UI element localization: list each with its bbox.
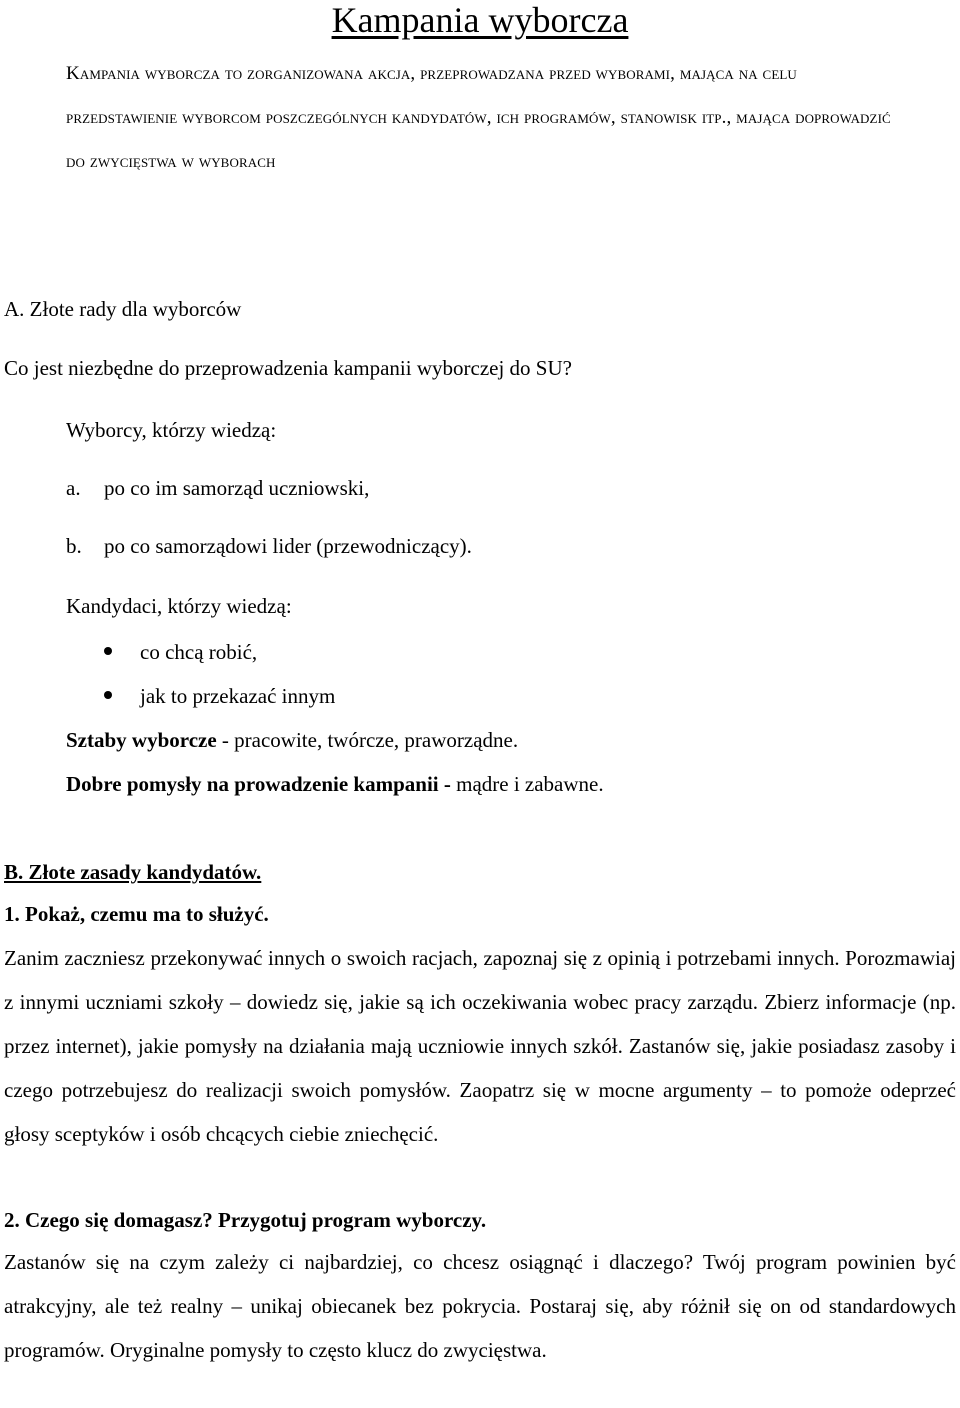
point-2-heading: 2. Czego się domagasz? Przygotuj program wyborczy. [4, 1208, 487, 1232]
ideas-label: Dobre pomysły na prowadzenie kampanii - [66, 772, 457, 796]
document-title-text: Kampania wyborcza [331, 0, 629, 40]
document-title [0, 0, 960, 40]
intro-first-letter: K [66, 63, 80, 84]
section-a-heading: A. Złote rady dla wyborców [4, 297, 242, 321]
bullet-icon [104, 691, 112, 699]
point-1-heading: 1. Pokaż, czemu ma to służyć. [4, 902, 269, 926]
staff-label: Sztaby wyborcze [66, 728, 217, 752]
voters-item-b-text: po co samorządowi lider (przewodniczący). [104, 534, 472, 558]
intro-text: ampania wyborcza to zorganizowana akcja, przeprowadzana przed wyborami, mająca na celu przedstawienie wyborcom poszczególnych kandydatów, ich programów, stanowisk itp., mająca doprowadzić do zwycięstwa w wyborach [66, 63, 891, 172]
candidates-heading: Kandydaci, którzy wiedzą: [66, 594, 292, 618]
staff-text: - pracowite, twórcze, praworządne. [216, 728, 519, 752]
ideas-text: mądre i zabawne. [456, 772, 604, 796]
voters-item-b-marker: b. [66, 534, 82, 558]
point-2-paragraph: Zastanów się na czym zależy ci najbardziej, co chcesz osiągnąć i dlaczego? Twój program powinien być atrakcyjny, ale też realny – unikaj obiecanek bez pokrycia. Postaraj się, aby różnił się on od standardowych programów. Oryginalne pomysły to często klucz do zwycięstwa. [4, 1250, 956, 1362]
voters-item-a-text: po co im samorząd uczniowski, [104, 476, 370, 500]
candidates-item-1: co chcą robić, [140, 640, 258, 664]
intro-paragraph [66, 52, 906, 184]
bullet-icon [104, 647, 112, 655]
ideas-line [66, 771, 604, 797]
section-a-question: Co jest niezbędne do przeprowadzenia kampanii wyborczej do SU? [4, 356, 572, 380]
voters-heading: Wyborcy, którzy wiedzą: [66, 418, 277, 442]
candidates-item-2: jak to przekazać innym [140, 684, 336, 708]
voters-item-a-marker: a. [66, 476, 81, 500]
point-1-paragraph: Zanim zaczniesz przekonywać innych o swoich racjach, zapoznaj się z opinią i potrzebami innych. Porozmawiaj z innymi uczniami szkoły – dowiedz się, jakie są ich oczekiwania wobec pracy zarządu. Zbierz informacje (np. przez internet), jakie pomysły na działania mają uczniowie innych szkół. Zastanów się, jakie posiadasz zasoby i czego potrzebujesz do realizacji swoich pomysłów. Zaopatrz się w mocne argumenty – to pomoże odeprzeć głosy sceptyków i osób chcących ciebie zniechęcić. [4, 946, 956, 1146]
staff-line [66, 727, 518, 753]
section-b-heading: B. Złote zasady kandydatów. [4, 860, 262, 884]
